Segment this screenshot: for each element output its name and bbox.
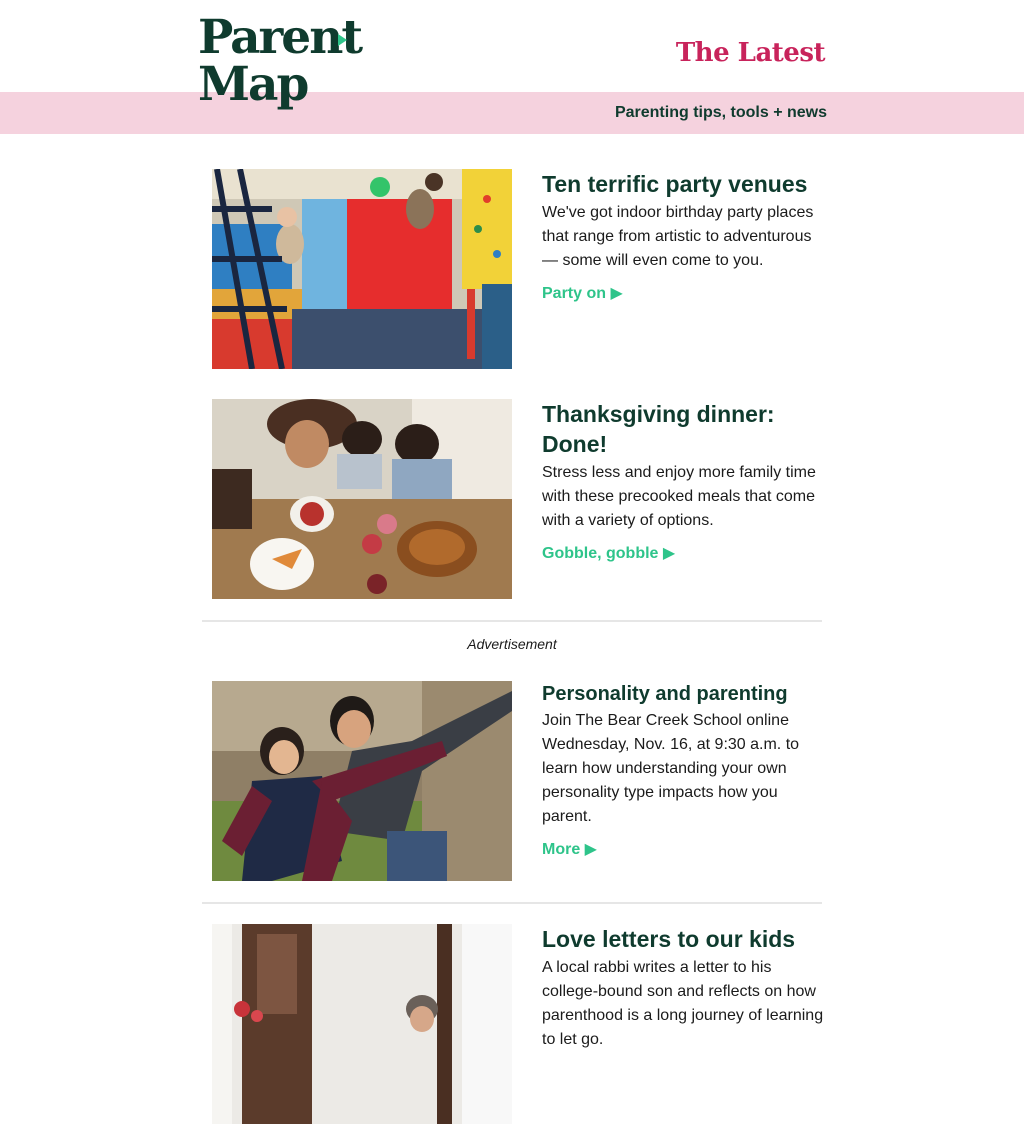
thanksgiving-illustration bbox=[212, 399, 512, 599]
parentmap-logo[interactable] bbox=[198, 10, 362, 124]
article-image-kids-play[interactable] bbox=[212, 169, 512, 369]
article-title[interactable]: Thanksgiving dinner: Done! bbox=[542, 401, 775, 457]
article-text-block bbox=[542, 924, 824, 1052]
article-image-rabbi[interactable] bbox=[212, 924, 512, 1124]
advertisement-label: Advertisement bbox=[467, 636, 557, 652]
tagline-the-latest: The Latest bbox=[675, 38, 825, 68]
article-title[interactable]: Love letters to our kids bbox=[542, 926, 796, 952]
logo-text-parent: Parent bbox=[198, 10, 362, 65]
section-divider bbox=[202, 620, 822, 622]
rabbi-illustration bbox=[212, 924, 512, 1124]
header bbox=[0, 0, 1024, 112]
logo-text-map: Map bbox=[198, 57, 308, 112]
article-description: A local rabbi writes a letter to his college-bound son and reflects on how parenthood is a long journey of learning to let go. bbox=[542, 959, 824, 1048]
article-image-thanksgiving[interactable] bbox=[212, 399, 512, 599]
party-on-link[interactable]: Party on ▶ bbox=[542, 285, 623, 302]
more-link[interactable]: More ▶ bbox=[542, 841, 597, 858]
article-text-block bbox=[542, 399, 824, 563]
article-description: We've got indoor birthday party places that range from artistic to adventurous — some will even come to you. bbox=[542, 204, 814, 269]
ad-title[interactable]: Personality and parenting bbox=[542, 683, 788, 705]
ad-image-father-daughter[interactable] bbox=[212, 681, 512, 881]
article-description: Stress less and enjoy more family time with these precooked meals that come with a variety of options. bbox=[542, 464, 816, 529]
gobble-gobble-link[interactable]: Gobble, gobble ▶ bbox=[542, 545, 676, 562]
kids-play-illustration bbox=[212, 169, 512, 369]
article-title[interactable]: Ten terrific party venues bbox=[542, 171, 808, 197]
section-divider bbox=[202, 902, 822, 904]
ad-text-block bbox=[542, 681, 824, 859]
father-daughter-illustration bbox=[212, 681, 512, 881]
ad-description: Join The Bear Creek School online Wednesday, Nov. 16, at 9:30 a.m. to learn how understanding your own personality type impacts how you parent. bbox=[542, 712, 800, 825]
play-icon bbox=[338, 34, 347, 46]
sub-banner bbox=[0, 92, 1024, 134]
sub-banner-text: Parenting tips, tools + news bbox=[614, 104, 827, 121]
article-text-block bbox=[542, 169, 824, 303]
